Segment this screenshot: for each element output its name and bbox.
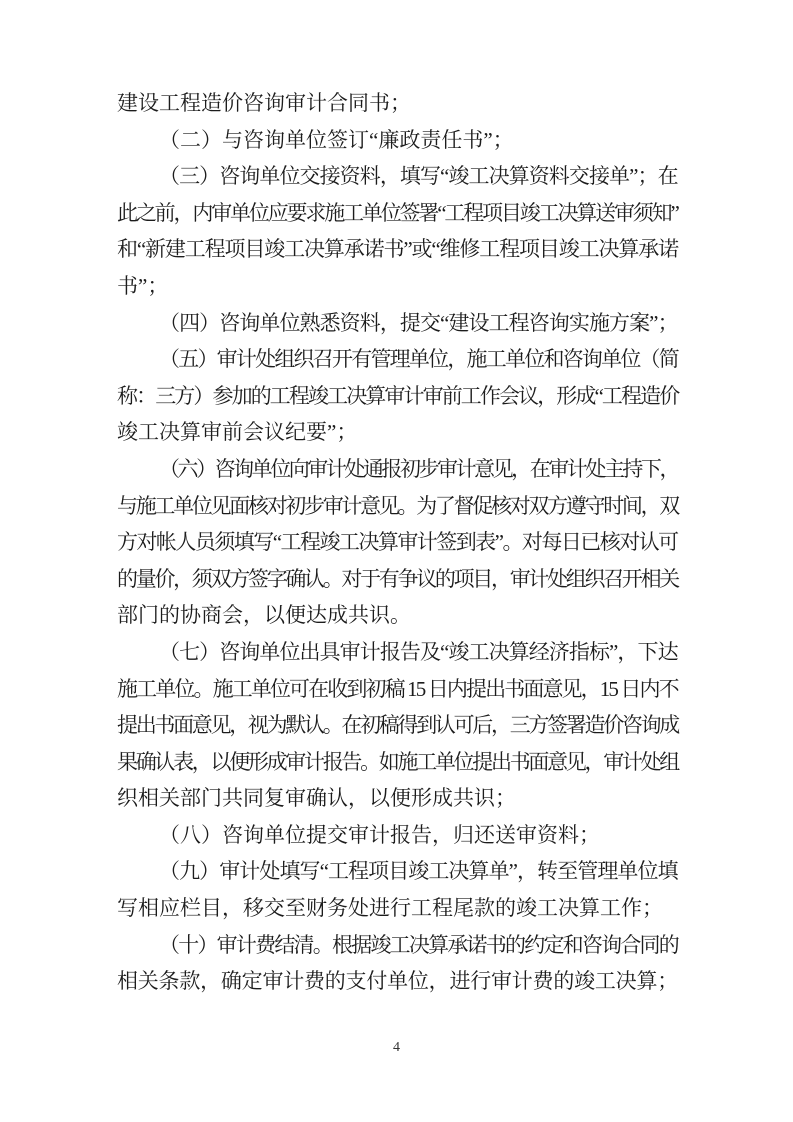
text-line: （十）审计费结清。根据竣工决算承诺书的约定和咨询合同的 xyxy=(159,932,678,957)
text-line: 称：三方）参加的工程竣工决算审计审前工作会议，形成“工程造价 xyxy=(117,383,679,408)
text-line: （六）咨询单位向审计处通报初步审计意见，在审计处主持下， xyxy=(159,456,678,481)
text-line: 写相应栏目，移交至财务处进行工程尾款的竣工决算工作； xyxy=(117,896,663,921)
text-line: 部门的协商会，以便达成共识。 xyxy=(117,603,411,628)
text-line: 施工单位。施工单位可在收到初稿 15 日内提出书面意见，15 日内不 xyxy=(117,676,678,701)
text-line: 与施工单位见面核对初步审计意见。为了督促核对双方遵守时间，双 xyxy=(117,493,678,518)
text-line: （三）咨询单位交接资料，填写“竣工决算资料交接单”；在 xyxy=(159,164,678,189)
text-line: 果确认表，以便形成审计报告。如施工单位提出书面意见，审计处组 xyxy=(117,749,678,774)
document-body xyxy=(117,85,678,1000)
text-line: 提出书面意见，视为默认。在初稿得到认可后，三方签署造价咨询成 xyxy=(117,713,678,738)
text-line: 的量价，须双方签字确认。对于有争议的项目，审计处组织召开相关 xyxy=(117,566,678,591)
text-line: 书”； xyxy=(117,273,169,298)
text-line: 相关条款，确定审计费的支付单位，进行审计费的竣工决算； xyxy=(117,969,678,994)
text-line: 和“新建工程项目竣工决算承诺书”或“维修工程项目竣工决算承诺 xyxy=(117,237,678,262)
text-line: 方对帐人员须填写“工程竣工决算审计签到表”。对每日已核对认可 xyxy=(117,530,678,555)
text-line: 竣工决算审前会议纪要”； xyxy=(117,420,358,445)
page-number: 4 xyxy=(393,1040,400,1055)
text-line: 建设工程造价咨询审计合同书； xyxy=(117,91,411,115)
text-line: （五）审计处组织召开有管理单位，施工单位和咨询单位（简 xyxy=(159,347,678,372)
text-line: 此之前，内审单位应要求施工单位签署“工程项目竣工决算送审须知” xyxy=(117,200,678,225)
text-line: （二）与咨询单位签订“廉政责任书”； xyxy=(159,127,514,152)
text-line: （四）咨询单位熟悉资料，提交“建设工程咨询实施方案”； xyxy=(159,310,678,335)
text-line: （七）咨询单位出具审计报告及“竣工决算经济指标”，下达 xyxy=(159,639,678,664)
text-line: （八）咨询单位提交审计报告，归还送审资料； xyxy=(159,822,600,847)
text-line: 织相关部门共同复审确认，以便形成共识； xyxy=(117,786,516,811)
text-line: （九）审计处填写“工程项目竣工决算单”，转至管理单位填 xyxy=(159,859,678,884)
